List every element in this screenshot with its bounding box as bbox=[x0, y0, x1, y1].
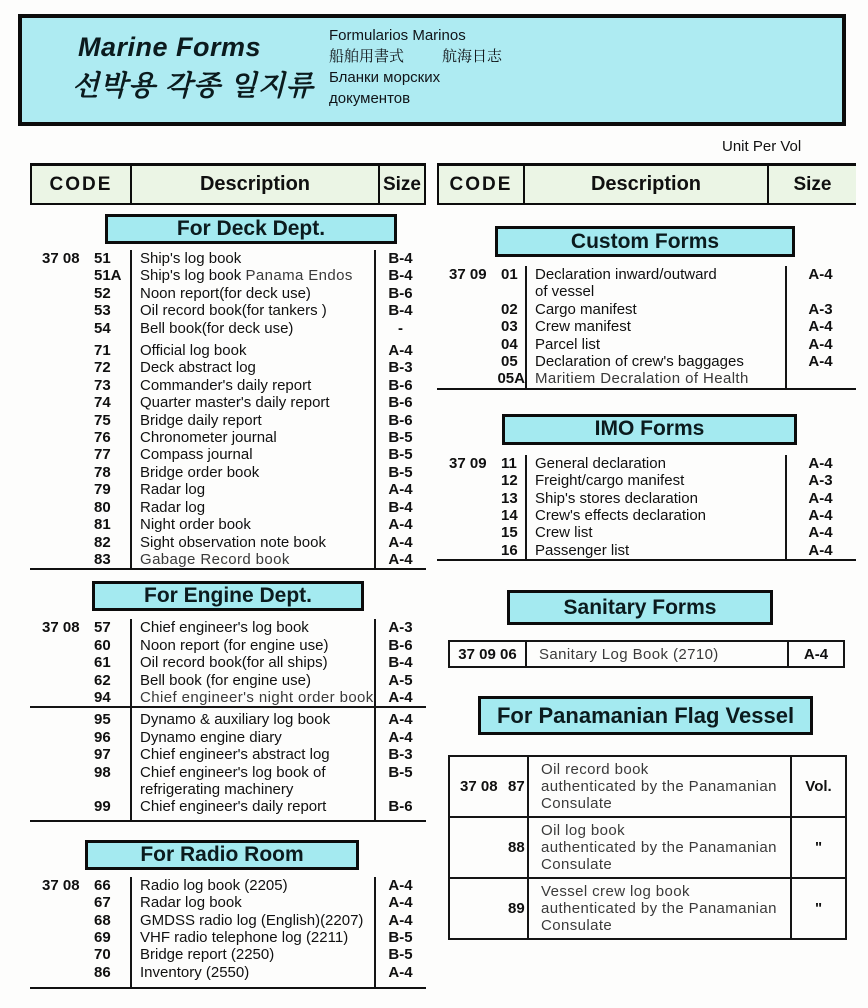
size-cell: B-6 bbox=[388, 411, 413, 429]
table-row bbox=[30, 746, 426, 763]
column-header-description: Description bbox=[525, 166, 769, 203]
size-cell: B-6 bbox=[388, 798, 413, 816]
code-cell: 78 bbox=[94, 463, 111, 481]
panamanian-rows bbox=[448, 755, 847, 940]
table-row bbox=[30, 412, 426, 429]
table-row bbox=[30, 964, 426, 981]
column-header-description: Description bbox=[132, 166, 380, 203]
code-cell: 68 bbox=[94, 911, 111, 929]
size-cell: B-6 bbox=[388, 636, 413, 654]
table-row bbox=[437, 336, 856, 353]
code-cell: 94 bbox=[94, 688, 111, 706]
description-cell: Maritiem Decralation of Health bbox=[535, 370, 749, 388]
right-table-header bbox=[437, 163, 856, 205]
left-table bbox=[30, 163, 426, 989]
section-banner-radio-room: For Radio Room bbox=[85, 840, 359, 870]
table-row bbox=[30, 946, 426, 963]
code-cell: 60 bbox=[94, 636, 111, 654]
table-row bbox=[30, 551, 426, 568]
description-cell: GMDSS radio log (English)(2207) bbox=[140, 911, 364, 929]
size-cell: B-6 bbox=[388, 284, 413, 302]
size-cell: A-4 bbox=[388, 894, 413, 912]
column-rule bbox=[785, 455, 787, 559]
code-cell: 54 bbox=[94, 319, 111, 337]
table-row bbox=[450, 757, 845, 818]
size-cell: A-4 bbox=[808, 335, 833, 353]
description-cell: Vessel crew log book authenticated by the Panamanian Consulate bbox=[529, 879, 792, 938]
code-cell: 13 bbox=[501, 489, 518, 507]
code-cell: 82 bbox=[94, 533, 111, 551]
code-cell: 37 09 06 bbox=[450, 642, 527, 666]
description-cell: Commander's daily report bbox=[140, 376, 312, 394]
description-cell: Chief engineer's daily report bbox=[140, 798, 327, 816]
description-cell: Radar log book bbox=[140, 894, 242, 912]
size-cell: A-4 bbox=[388, 728, 413, 746]
column-header-size: Size bbox=[382, 173, 422, 195]
size-cell: A-4 bbox=[388, 688, 413, 706]
size-cell: B-4 bbox=[388, 267, 413, 285]
size-cell: A-4 bbox=[808, 507, 833, 525]
size-cell: B-3 bbox=[388, 746, 413, 764]
description-cell: Ship's log book Panama Endos bbox=[140, 267, 353, 285]
description-cell: Deck abstract log bbox=[140, 359, 256, 377]
table-row bbox=[30, 534, 426, 551]
description-cell: Bell book(for deck use) bbox=[140, 319, 294, 337]
description-cell: Chief engineer's log book bbox=[140, 619, 309, 637]
title-translations bbox=[329, 25, 502, 109]
size-cell: A-4 bbox=[808, 454, 833, 472]
table-row bbox=[30, 250, 426, 267]
table-row bbox=[30, 672, 426, 689]
description-cell: Chief engineer's night order book bbox=[140, 688, 374, 706]
size-cell: B-5 bbox=[388, 463, 413, 481]
size-cell: A-4 bbox=[388, 911, 413, 929]
size-cell: Vol. bbox=[805, 778, 832, 796]
code-cell: 75 bbox=[94, 411, 111, 429]
code-cell: 37 09 11 bbox=[449, 454, 517, 472]
left-table-header bbox=[30, 163, 426, 205]
description-cell: Passenger list bbox=[535, 541, 630, 559]
table-row bbox=[437, 266, 856, 301]
size-cell: B-4 bbox=[388, 498, 413, 516]
size-cell: B-3 bbox=[388, 359, 413, 377]
table-row bbox=[30, 619, 426, 636]
page-title-english: Marine Forms bbox=[78, 32, 262, 62]
table-row bbox=[30, 912, 426, 929]
description-cell: Crew manifest bbox=[535, 318, 631, 336]
size-cell: B-6 bbox=[388, 394, 413, 412]
right-table bbox=[437, 163, 856, 940]
section-banner-deck-dept: For Deck Dept. bbox=[105, 214, 397, 244]
size-cell: A-3 bbox=[808, 300, 833, 318]
table-row bbox=[30, 481, 426, 498]
description-cell: Compass journal bbox=[140, 446, 253, 464]
table-row bbox=[437, 507, 856, 524]
table-row bbox=[30, 320, 426, 337]
table-row bbox=[30, 446, 426, 463]
code-cell: 61 bbox=[94, 654, 111, 672]
table-row bbox=[437, 455, 856, 472]
column-rule bbox=[130, 619, 132, 819]
column-rule bbox=[130, 250, 132, 568]
table-row bbox=[30, 654, 426, 671]
imo-forms-rows bbox=[437, 455, 856, 561]
code-cell: 76 bbox=[94, 429, 111, 447]
section-banner-panamanian-flag-vessel: For Panamanian Flag Vessel bbox=[478, 696, 813, 735]
table-row bbox=[30, 429, 426, 446]
table-row bbox=[30, 359, 426, 376]
size-cell: " bbox=[814, 900, 823, 918]
size-cell: A-4 bbox=[388, 516, 413, 534]
code-cell: 69 bbox=[94, 929, 111, 946]
description-cell: Inventory (2550) bbox=[140, 963, 250, 981]
code-cell: 37 08 87 bbox=[450, 757, 529, 816]
code-cell: 12 bbox=[501, 472, 518, 490]
code-cell: 74 bbox=[94, 394, 111, 412]
size-cell: A-4 bbox=[808, 353, 833, 371]
code-cell: 97 bbox=[94, 746, 111, 764]
table-row bbox=[30, 637, 426, 654]
size-cell: A-4 bbox=[803, 645, 829, 663]
description-cell: Noon report(for deck use) bbox=[140, 284, 311, 302]
table-row bbox=[30, 689, 426, 706]
title-russian-line2: документов bbox=[329, 90, 411, 107]
title-russian-line1: Бланки морских bbox=[329, 69, 441, 86]
description-cell: Radio log book (2205) bbox=[140, 876, 288, 894]
column-rule bbox=[374, 877, 376, 987]
table-row bbox=[437, 353, 856, 370]
table-row bbox=[30, 798, 426, 815]
size-cell: A-4 bbox=[388, 711, 413, 729]
code-cell: 51A bbox=[94, 267, 122, 285]
table-row bbox=[30, 267, 426, 284]
description-cell: Oil record book(for all ships) bbox=[140, 654, 328, 672]
size-cell: B-5 bbox=[388, 929, 413, 946]
code-cell: 99 bbox=[94, 798, 111, 816]
table-row bbox=[30, 516, 426, 533]
code-cell: 05A bbox=[497, 370, 525, 388]
code-cell: 95 bbox=[94, 711, 111, 729]
unit-per-vol-note: Unit Per Vol bbox=[722, 138, 802, 155]
size-cell: A-4 bbox=[388, 876, 413, 894]
code-cell: 37 08 51 bbox=[42, 250, 111, 267]
table-row bbox=[437, 472, 856, 489]
code-cell: 80 bbox=[94, 498, 111, 516]
description-cell: Chief engineer's abstract log bbox=[140, 746, 330, 764]
description-cell: Bridge report (2250) bbox=[140, 946, 275, 964]
section-banner-imo-forms: IMO Forms bbox=[502, 414, 797, 445]
size-cell: - bbox=[398, 319, 403, 337]
deck-dept-rows bbox=[30, 250, 426, 570]
description-cell: Ship's log book bbox=[140, 250, 242, 267]
size-cell: A-4 bbox=[388, 533, 413, 551]
code-cell: 79 bbox=[94, 481, 111, 499]
size-cell: A-4 bbox=[808, 524, 833, 542]
size-cell: A-5 bbox=[388, 671, 413, 689]
description-cell: Radar log bbox=[140, 498, 206, 516]
column-rule bbox=[374, 250, 376, 568]
code-cell: 05 bbox=[501, 353, 518, 371]
description-cell: Parcel list bbox=[535, 335, 601, 353]
table-row bbox=[30, 377, 426, 394]
description-cell: Bridge daily report bbox=[140, 411, 262, 429]
description-cell: Radar log bbox=[140, 481, 206, 499]
description-cell: Gabage Record book bbox=[140, 550, 290, 568]
table-row bbox=[30, 894, 426, 911]
table-row bbox=[450, 879, 845, 938]
table-row bbox=[437, 318, 856, 335]
column-rule bbox=[525, 266, 527, 388]
table-row bbox=[30, 464, 426, 481]
description-cell: Bridge order book bbox=[140, 463, 260, 481]
code-cell: 88 bbox=[450, 818, 529, 877]
description-cell: Declaration inward/outward of vessel bbox=[535, 266, 717, 301]
code-cell: 53 bbox=[94, 302, 111, 320]
size-cell: A-4 bbox=[388, 963, 413, 981]
size-cell: A-4 bbox=[808, 318, 833, 336]
code-cell: 67 bbox=[94, 894, 111, 912]
table-row bbox=[30, 764, 426, 799]
table-row bbox=[30, 499, 426, 516]
table-row bbox=[450, 818, 845, 879]
code-cell: 72 bbox=[94, 359, 111, 377]
description-cell: Declaration of crew's baggages bbox=[535, 353, 744, 371]
page-title-korean: 선박용 각종 일지류 bbox=[72, 70, 314, 101]
code-cell: 73 bbox=[94, 376, 111, 394]
column-header-size: Size bbox=[793, 173, 832, 195]
column-rule bbox=[130, 877, 132, 987]
section-banner-engine-dept: For Engine Dept. bbox=[92, 581, 364, 611]
code-cell: 81 bbox=[94, 516, 111, 534]
size-cell: B-5 bbox=[388, 429, 413, 447]
size-cell: B-5 bbox=[388, 946, 413, 964]
code-cell: 14 bbox=[501, 507, 518, 525]
code-cell: 77 bbox=[94, 446, 111, 464]
code-cell: 89 bbox=[450, 879, 529, 938]
title-box bbox=[18, 14, 846, 126]
table-row bbox=[30, 285, 426, 302]
size-cell: A-4 bbox=[388, 550, 413, 568]
size-cell: A-4 bbox=[808, 541, 833, 559]
column-header-code: CODE bbox=[439, 166, 525, 203]
size-cell: B-4 bbox=[388, 654, 413, 672]
table-row bbox=[30, 302, 426, 319]
description-cell: Chronometer journal bbox=[140, 429, 277, 447]
size-cell: B-5 bbox=[388, 446, 413, 464]
description-cell: Oil record book(for tankers ) bbox=[140, 302, 327, 320]
code-cell: 15 bbox=[501, 524, 518, 542]
description-cell: Quarter master's daily report bbox=[140, 394, 330, 412]
description-cell: Crew's effects declaration bbox=[535, 507, 706, 525]
table-row bbox=[30, 729, 426, 746]
section-divider-line bbox=[30, 706, 426, 708]
table-row bbox=[30, 342, 426, 359]
code-cell: 04 bbox=[501, 335, 518, 353]
size-cell: " bbox=[814, 839, 823, 857]
table-row bbox=[437, 542, 856, 559]
table-row bbox=[437, 524, 856, 541]
code-cell: 70 bbox=[94, 946, 111, 964]
table-row bbox=[437, 301, 856, 318]
size-cell: A-4 bbox=[808, 266, 833, 283]
code-cell: 16 bbox=[501, 541, 518, 559]
code-cell: 37 09 01 bbox=[449, 266, 518, 283]
size-cell: A-4 bbox=[388, 342, 413, 360]
description-cell: Dynamo & auxiliary log book bbox=[140, 711, 331, 729]
radio-room-rows bbox=[30, 877, 426, 989]
description-cell: Oil record book authenticated by the Panamanian Consulate bbox=[529, 757, 792, 816]
size-cell: A-3 bbox=[808, 472, 833, 490]
description-cell: Ship's stores declaration bbox=[535, 489, 698, 507]
table-row bbox=[30, 877, 426, 894]
title-chinese: 船舶用書式 航海日志 bbox=[329, 48, 503, 65]
code-cell: 96 bbox=[94, 728, 111, 746]
size-cell: B-5 bbox=[388, 763, 413, 781]
table-row bbox=[437, 370, 856, 387]
description-cell: Sight observation note book bbox=[140, 533, 326, 551]
table-row bbox=[30, 929, 426, 946]
description-cell: Night order book bbox=[140, 516, 251, 534]
description-cell: Bell book (for engine use) bbox=[140, 671, 311, 689]
description-cell: Noon report (for engine use) bbox=[140, 636, 329, 654]
code-cell: 52 bbox=[94, 284, 111, 302]
code-cell: 86 bbox=[94, 963, 111, 981]
size-cell: B-6 bbox=[388, 376, 413, 394]
code-cell: 71 bbox=[94, 342, 111, 360]
description-cell: Chief engineer's log book of refrigerating machinery bbox=[140, 763, 326, 798]
size-cell: A-4 bbox=[388, 481, 413, 499]
code-cell: 37 08 57 bbox=[42, 619, 111, 637]
custom-forms-rows bbox=[437, 266, 856, 390]
size-cell: A-4 bbox=[808, 489, 833, 507]
size-cell: A-3 bbox=[388, 619, 413, 637]
description-cell: Sanitary Log Book (2710) bbox=[527, 642, 789, 666]
table-row bbox=[30, 394, 426, 411]
engine-dept-rows bbox=[30, 619, 426, 821]
code-cell: 98 bbox=[94, 763, 111, 781]
size-cell: B-4 bbox=[388, 250, 413, 267]
description-cell: Crew list bbox=[535, 524, 593, 542]
description-cell: Cargo manifest bbox=[535, 300, 637, 318]
code-cell: 83 bbox=[94, 550, 111, 568]
code-cell: 37 08 66 bbox=[42, 876, 111, 894]
title-spanish: Formularios Marinos bbox=[329, 27, 466, 44]
description-cell: Oil log book authenticated by the Panamanian Consulate bbox=[529, 818, 792, 877]
section-banner-custom-forms: Custom Forms bbox=[495, 226, 795, 257]
sanitary-forms-row bbox=[448, 640, 845, 668]
table-row bbox=[30, 711, 426, 728]
description-cell: Official log book bbox=[140, 342, 247, 360]
column-rule bbox=[374, 619, 376, 819]
table-row bbox=[437, 490, 856, 507]
code-cell: 03 bbox=[501, 318, 518, 336]
code-cell: 02 bbox=[501, 300, 518, 318]
column-header-code: CODE bbox=[32, 166, 132, 203]
description-cell: General declaration bbox=[535, 454, 666, 472]
description-cell: Dynamo engine diary bbox=[140, 728, 282, 746]
description-cell: VHF radio telephone log (2211) bbox=[140, 929, 349, 946]
size-cell: B-4 bbox=[388, 302, 413, 320]
column-rule bbox=[785, 266, 787, 388]
code-cell: 62 bbox=[94, 671, 111, 689]
description-cell: Freight/cargo manifest bbox=[535, 472, 685, 490]
column-rule bbox=[525, 455, 527, 559]
section-banner-sanitary-forms: Sanitary Forms bbox=[507, 590, 773, 625]
